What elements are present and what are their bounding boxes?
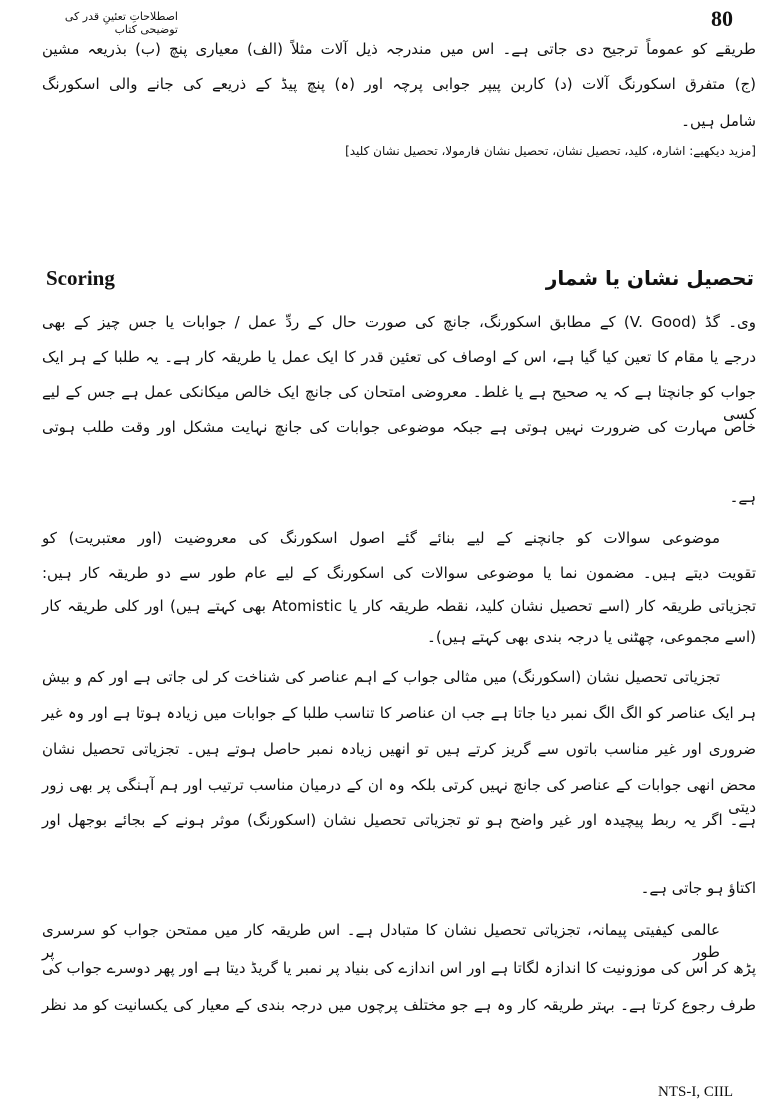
paragraph-line: خاص مہارت کی ضرورت نہیں ہوتی ہے جبکہ موضوعی جوابات کی جانچ نہایت مشکل اور وقت طلب ہوتی (42, 418, 756, 436)
entry-title-urdu: تحصیل نشان یا شمار (545, 266, 754, 290)
paragraph-line: موضوعی سوالات کو جانچنے کے لیے بنائے گئے اصول اسکورنگ کی معروضیت (اور معتبریت) کو (42, 529, 720, 547)
paragraph-line: اکتاؤ ہو جاتی ہے۔ (640, 879, 756, 897)
paragraph-line: طرف رجوع کرتا ہے۔ بہتر طریقہ کار وہ ہے جو مختلف پرچوں میں درجہ بندی کے معیار کی یکسانیت کو مد نظر (42, 996, 756, 1014)
paragraph-line: وی۔ گڈ (V. Good) کے مطابق اسکورنگ، جانچ کی صورت حال کے ردِّ عمل / جوابات یا جس چیز کے بھی (42, 313, 756, 331)
paragraph-line: ہے۔ اگر یہ ربط پیچیدہ اور غیر واضح ہو تو تجزیاتی تحصیل نشان (اسکورنگ) موثر ہونے کے بجائے بوجھل اور (42, 811, 756, 829)
paragraph-line: تقویت دیتے ہیں۔ مضمون نما یا موضوعی سوالات کی اسکورنگ کے لیے عام طور سے دو طریقہ کار ہیں: (42, 564, 756, 582)
paragraph-line: جواب کو جانچتا ہے کہ یہ صحیح ہے یا غلط۔ معروضی امتحان کی جانچ ایک خالص میکانکی عمل ہے جس کے لیے کسی (42, 383, 756, 423)
paragraph-line: تجزیاتی تحصیل نشان (اسکورنگ) میں مثالی جواب کے اہم عناصر کی شناخت کر لی جاتی ہے اور کم و بیش (42, 668, 720, 686)
footer-code: NTS-I, CIIL (658, 1084, 733, 1100)
paragraph-line: شامل ہیں۔ (681, 112, 756, 130)
running-title: اصطلاحاتِ تعئینِ قدر کی توضیحی کتاب (64, 10, 178, 36)
page-number: 80 (711, 6, 733, 31)
paragraph-line: محض انھی جوابات کے عناصر کی جانچ نہیں کرتی بلکہ وہ ان کے درمیان مناسب ترتیب اور ہم آہنگی پر بھی زور دیتی (42, 776, 756, 816)
paragraph-line: (ج) متفرق اسکورنگ آلات (د) کاربن پیپر جوابی پرچہ اور (ہ) پنچ پیڈ کے ذریعے کی جانے والی اسکورنگ (42, 75, 756, 93)
paragraph-line: درجے یا مقام کا تعین کیا گیا ہے، اس کے اوصاف کی تعئین قدر کا ایک عمل یا طریقہ کار ہے۔ یہ طلبا کے ہر ایک (42, 348, 756, 366)
paragraph-line: ہے۔ (729, 488, 756, 506)
see-also: [مزید دیکھیے: اشارہ، کلید، تحصیل نشان، تحصیل نشان فارمولا، تحصیل نشان کلید] (345, 144, 756, 158)
paragraph-line: ضروری اور غیر مناسب باتوں سے گریز کرتے ہیں تو انھیں زیادہ نمبر حاصل ہوتے ہیں۔ تجزیاتی تحصیل نشان (42, 740, 756, 758)
paragraph-line: عالمی کیفیتی پیمانہ، تجزیاتی تحصیل نشان کا متبادل ہے۔ اس طریقہ کار میں ممتحن جواب کو سرسری طور پر (42, 921, 720, 961)
paragraph-line: طریقے کو عموماً ترجیح دی جاتی ہے۔ اس میں مندرجہ ذیل آلات مثلاً (الف) معیاری پنچ (ب) بذریعہ مشین (42, 40, 756, 58)
entry-title-english: Scoring (46, 266, 115, 290)
paragraph-line: (اسے مجموعی، چھٹنی یا درجہ بندی بھی کہتے ہیں)۔ (427, 628, 756, 646)
paragraph-line: تجزیاتی طریقہ کار (اسے تحصیل نشان کلید، نقطہ طریقہ کار یا Atomistic بھی کہتے ہیں) اور کلی طریقہ کار (42, 597, 756, 615)
paragraph-line: ہر ایک عناصر کو الگ الگ نمبر دیا جاتا ہے جب ان عناصر کا تناسب طلبا کے جوابات میں زیادہ ہوتا ہے اور وہ غیر (42, 704, 756, 722)
paragraph-line: پڑھ کر اس کی موزونیت کا اندازہ لگاتا ہے اور اس اندازے کی بنیاد پر نمبر یا گریڈ دیتا ہے اور پھر دوسرے جواب کی (42, 959, 756, 977)
